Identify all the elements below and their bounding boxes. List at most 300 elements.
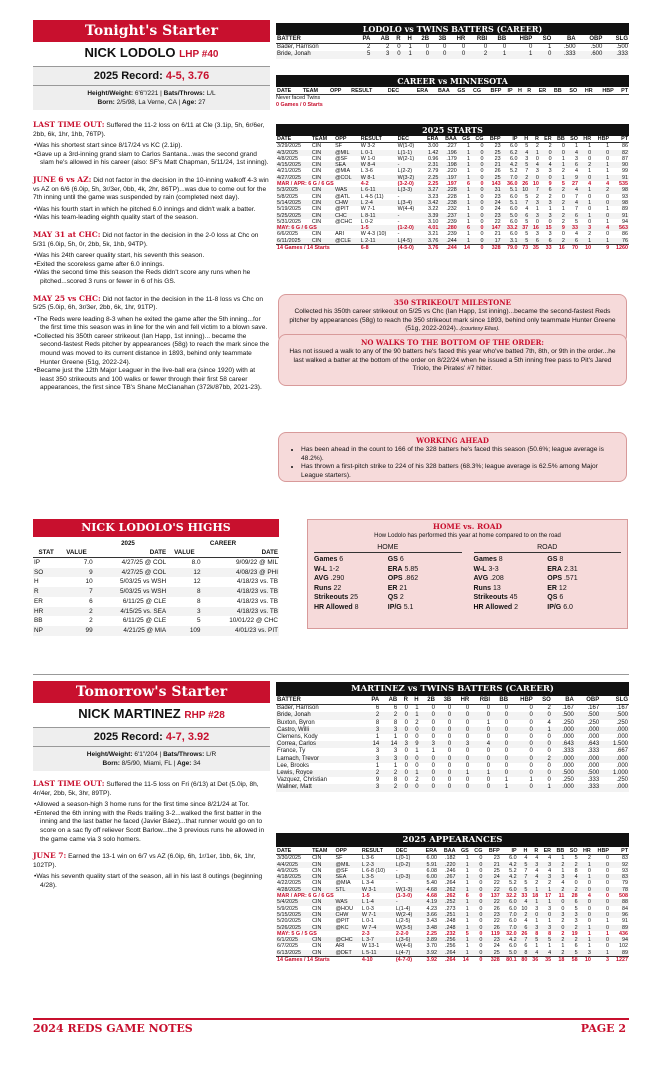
table-cell: 1	[561, 867, 565, 874]
table-cell: .228	[446, 193, 457, 200]
stat-label: GS	[387, 556, 398, 563]
table-cell: 0	[605, 867, 609, 874]
table-cell: 93	[622, 193, 628, 200]
table-cell: 89	[622, 206, 628, 213]
table-cell: 0	[447, 51, 466, 58]
column-header: DEC	[397, 136, 422, 143]
table-cell: CIN	[311, 200, 334, 206]
column-header: BA	[552, 697, 575, 705]
column-header: PA	[354, 36, 372, 44]
table-row	[276, 720, 629, 727]
table-cell: 1	[588, 168, 592, 175]
highs-row	[33, 558, 279, 568]
column-header: 3B	[436, 697, 452, 705]
table-cell: 1	[606, 218, 610, 225]
note-spacer	[33, 393, 270, 401]
table-cell: 2	[385, 44, 390, 51]
home-label: HOME	[314, 543, 462, 553]
stat-value: 13	[491, 584, 501, 592]
table-cell: 3.10	[427, 218, 439, 225]
table-cell: CIN	[312, 918, 322, 925]
table-cell: 1.500	[600, 741, 629, 748]
table-cell: 2	[466, 51, 488, 58]
table-cell: 4.68	[426, 893, 437, 900]
table-cell: 0	[504, 719, 509, 726]
home-road-row	[474, 584, 622, 594]
table-cell: .239	[446, 218, 457, 225]
table-cell: 3	[452, 741, 470, 748]
home-road-stat	[474, 574, 548, 584]
table-cell: 3.23	[427, 193, 439, 200]
table-cell: @MIL	[335, 862, 361, 868]
table-cell: 2	[565, 937, 578, 943]
table-cell: 0	[509, 770, 534, 777]
table-cell: 0	[431, 705, 435, 712]
table-cell: 88	[610, 899, 629, 905]
table-cell: 1	[470, 770, 491, 777]
table-cell: 1	[579, 874, 592, 880]
column-header: ER	[539, 848, 552, 855]
home-road-row	[314, 603, 462, 613]
table-cell: 4	[539, 950, 552, 957]
table-cell: 3	[579, 950, 592, 957]
stat-label: Runs	[314, 584, 332, 592]
table-cell: 8	[535, 930, 539, 937]
table-cell: 0.96	[427, 155, 439, 162]
table-cell: 2	[380, 784, 398, 791]
home-road-row	[314, 593, 462, 603]
table-cell: 2	[587, 855, 591, 862]
table-cell: W 8-4	[360, 162, 397, 168]
stat-value: 6	[397, 556, 404, 563]
table-cell: 5/9/2025	[277, 905, 298, 912]
table-cell: W(2-1)	[397, 155, 415, 162]
table-cell: 0	[398, 727, 409, 734]
table-cell: 3.22	[427, 206, 439, 213]
table-cell: 5	[561, 181, 565, 188]
highs-col-header: DATE	[94, 548, 168, 558]
table-cell: 10	[579, 957, 592, 964]
table-cell: 33	[521, 893, 528, 900]
column-header: R	[398, 697, 409, 705]
stat-label: IP/G	[387, 603, 402, 611]
column-header: TEAM	[302, 88, 329, 95]
highs-cell: 4/01/23 vs. PIT	[202, 626, 280, 636]
table-cell: 4	[529, 162, 540, 168]
note-bullet: • Was his shortest start since 8/17/24 vs KC (2.1ip).	[33, 142, 270, 151]
table-cell: 0	[588, 206, 592, 213]
column-header: BB	[552, 848, 565, 855]
season2-record	[33, 727, 270, 747]
column-header: IP	[501, 848, 518, 855]
home-road-stat	[388, 584, 462, 594]
bio2-hw-label: Height/Weight:	[86, 751, 133, 758]
table-cell: 15	[540, 225, 553, 231]
table-cell: 2	[535, 193, 539, 200]
table-cell: .280	[439, 225, 457, 231]
stat-label: Strikeouts	[473, 594, 508, 602]
highs-cell: R	[33, 587, 59, 597]
table-cell: (1-3-0)	[395, 893, 413, 900]
table-cell: L(0-3)	[395, 874, 420, 880]
column-header: SLG	[603, 36, 629, 44]
home-road-stat	[314, 555, 388, 565]
table-cell: (3-2-0)	[397, 181, 414, 188]
table-cell: .000	[552, 784, 575, 791]
table-cell: 25	[485, 175, 502, 181]
table-cell: 26	[483, 925, 500, 931]
table-cell: 1	[409, 712, 420, 719]
table-cell: 0	[574, 880, 578, 887]
table-cell: 0	[606, 231, 610, 238]
table-cell: CIN	[312, 880, 322, 887]
table-cell: 1	[535, 943, 539, 950]
table-cell: 6	[565, 899, 578, 905]
bio-age-label: Age:	[181, 99, 197, 106]
table-cell: 3.00	[427, 143, 439, 150]
table-cell: Bride, Jonah	[276, 51, 354, 58]
table-cell: 5	[518, 887, 529, 893]
table-cell: 8	[393, 777, 398, 784]
stat-label: AVG	[473, 575, 489, 583]
table-cell: 2	[535, 880, 539, 887]
table-cell: 6.0	[509, 155, 518, 162]
stat-value: 22	[331, 584, 342, 592]
table-cell: 0	[486, 762, 491, 769]
table-cell: 3.76	[421, 238, 439, 245]
table-cell: 4	[566, 150, 579, 156]
table-cell: 0	[470, 925, 484, 931]
career-vs-min-wrap	[276, 88, 629, 108]
table-cell: L(3-3)	[397, 187, 422, 193]
table-cell: 8	[375, 719, 380, 726]
table-cell: Bader, Harrison	[277, 705, 319, 712]
footer-right: PAGE 2	[580, 1022, 626, 1035]
table-cell: 4.19	[420, 899, 438, 905]
table-cell: 1	[579, 187, 592, 193]
note-bullet: • Collected his 350th career strikeout (Ian Happ, 1st inning)... became the second-fastest Reds pitcher by appearances (58g) to reach the mark since the mound was moved to its current distance in 1893, behind only teammate Hunter Greene (51g, 2022-24).	[33, 333, 270, 367]
table-cell: 5.2	[509, 867, 517, 874]
table-row	[276, 748, 629, 755]
table-cell: 1	[466, 206, 470, 213]
table-cell: 0	[509, 727, 534, 734]
table-cell: 0	[592, 862, 610, 868]
table-cell: 0	[579, 887, 592, 893]
table-cell: 5/26/2025	[276, 925, 311, 931]
table-cell: 0	[431, 777, 435, 784]
table-cell: 0	[533, 51, 552, 58]
table-cell: L(0-2)	[395, 862, 420, 868]
table-cell: 4	[574, 168, 578, 175]
table-cell: 1	[606, 168, 610, 175]
bio-bt-label: Bats/Throws:	[163, 90, 205, 97]
table-cell: 21	[494, 231, 501, 238]
home-road-stat	[547, 603, 621, 613]
table-cell: 0	[587, 905, 591, 912]
table-cell: 0	[509, 712, 534, 719]
highs-row	[33, 568, 279, 578]
table-cell: 0	[465, 719, 470, 726]
note-bullets	[33, 206, 270, 223]
table-cell: 4	[535, 855, 539, 862]
table-cell: 0	[436, 784, 452, 791]
table-cell: 3.89	[420, 937, 438, 943]
table-cell: 83	[610, 874, 629, 880]
table-cell: .500	[575, 712, 600, 719]
table-cell: 4/15/2025	[276, 162, 311, 168]
table-cell: 4/9/2025	[277, 867, 298, 874]
column-header: CG	[470, 848, 484, 855]
table-cell: 25	[493, 867, 500, 874]
table-cell: 3.39	[421, 213, 439, 219]
column-header: H	[409, 697, 420, 705]
table-cell: CIN	[311, 937, 334, 943]
table-cell: .248	[438, 925, 457, 931]
table-cell: 1	[561, 943, 565, 950]
table-cell: -	[397, 231, 400, 238]
table-cell: 4/27/2025	[276, 175, 311, 181]
home-road-row	[474, 574, 622, 584]
table-cell: 2	[518, 175, 529, 181]
table-row	[276, 727, 629, 734]
table-cell: 2	[548, 143, 552, 150]
table-cell: .600	[577, 51, 604, 58]
column-header: BATTER	[276, 697, 364, 705]
table-cell: France, Ty	[277, 748, 306, 755]
bio-hw-label: Height/Weight:	[87, 90, 134, 97]
table-cell: 1	[393, 762, 398, 769]
table-cell: 2	[415, 719, 419, 726]
highs-cell: SO	[33, 568, 59, 578]
table-cell: .000	[575, 727, 600, 734]
table-cell: 0	[486, 734, 491, 741]
table-cell: 1227	[610, 957, 629, 964]
column-header: PA	[364, 697, 381, 705]
table-cell: 2	[565, 887, 578, 893]
table-cell: 5/8/2025	[277, 193, 298, 200]
table-cell: 6	[566, 162, 579, 168]
table-cell: .333	[587, 777, 600, 784]
table-cell: W(4-6)	[395, 943, 413, 950]
column-header: R	[390, 36, 401, 44]
tomorrows-starter-header: Tomorrow's Starter	[33, 681, 270, 703]
table-cell: @CHC	[335, 218, 353, 225]
note-heading: JUNE 7:	[33, 851, 67, 861]
note-paragraph	[33, 780, 270, 798]
table-cell: 92	[610, 862, 629, 868]
table-cell: 0	[480, 231, 484, 238]
table-cell: .167	[562, 705, 574, 712]
table-cell: 0	[480, 168, 484, 175]
table-cell: 0	[502, 44, 507, 51]
table-cell: 0	[491, 756, 509, 763]
home-road-stat	[474, 584, 548, 594]
table-cell: Lewis, Royce	[276, 770, 364, 777]
table-cell: .167	[587, 705, 600, 712]
table-cell: CIN	[312, 867, 322, 874]
highs-cell: IP	[34, 559, 41, 566]
table-cell: 1	[466, 218, 470, 225]
home-road-row	[314, 565, 462, 575]
table-cell: 1	[458, 150, 471, 156]
table-cell: 19	[571, 930, 578, 937]
table-cell: 0	[447, 734, 452, 741]
min-total: 0 Games / 0 Starts	[276, 101, 323, 108]
footer-divider	[33, 1018, 629, 1020]
table-cell: 3	[525, 155, 529, 162]
column-header: HR	[579, 136, 592, 143]
table-cell: Buxton, Byron	[277, 719, 315, 726]
table-cell: 16	[553, 245, 566, 252]
note-text: Suffered the 11-5 loss on Fri (6/13) at Det (5.0ip, 8h, 4r/4er, 2bb, 5k, 3hr, 89TP).	[33, 781, 259, 797]
pitcher2-position: RHP #28	[184, 710, 225, 721]
table-cell: .244	[439, 238, 457, 245]
table-cell: 7	[524, 867, 528, 874]
table-cell: 0	[470, 727, 491, 734]
table-cell: WAS	[334, 187, 360, 193]
table-cell: 1	[457, 899, 470, 905]
table-cell: CIN	[311, 887, 334, 893]
table-cell: 1	[587, 930, 591, 937]
column-header: HR	[452, 697, 470, 705]
table-cell: .167	[616, 705, 628, 712]
table-cell: 328	[485, 245, 502, 252]
note-bullets	[33, 142, 270, 168]
table-cell: 4.23	[426, 905, 437, 912]
table-cell: 6	[529, 238, 540, 245]
table-cell: 1	[553, 175, 566, 181]
table-cell: 7.0	[501, 912, 518, 918]
note-heading: MAY 25 vs CHC:	[33, 293, 101, 303]
table-cell: 1	[402, 51, 413, 58]
table-cell: 32.0	[506, 930, 517, 937]
table-cell: L 3-4	[361, 880, 374, 887]
table-cell: 14 Games / 14 Starts	[276, 245, 360, 252]
table-cell: 2	[561, 918, 565, 925]
table-cell: 1	[548, 943, 552, 950]
table-cell: @PIT	[335, 206, 349, 213]
table-cell: 1	[465, 855, 469, 862]
table-cell: L 2-4	[360, 200, 397, 206]
table-cell: 0	[540, 175, 553, 181]
table-cell: 0	[592, 887, 610, 893]
home-road-stat	[547, 555, 621, 565]
table-cell: 0	[409, 784, 420, 791]
table-cell: 0	[436, 756, 452, 763]
table-cell: 3	[364, 727, 381, 734]
table-cell: 26	[521, 930, 528, 937]
note-text: Did not factor in the decision in the 2-0 loss at Chc on 5/31 (6.0ip, 5h, 0r, 2bb, 5k, 1hb, 94TP).	[33, 231, 259, 248]
table-cell: .000	[600, 727, 629, 734]
table-cell: 3.92	[420, 950, 438, 957]
table-cell: 0	[509, 784, 534, 791]
stat-label: Games	[473, 556, 497, 563]
note-text: Earned the 13-1 win on 6/7 vs AZ (6.0ip, 6h, 1r/1er, 1bb, 6k, 1hr, 102TP).	[33, 853, 256, 869]
table-cell: 0	[436, 770, 452, 777]
stat-value: 5.85	[402, 565, 419, 573]
bio2-bt-value: L/R	[204, 751, 217, 758]
table-cell: 4	[587, 893, 591, 900]
table-cell: .000	[552, 756, 575, 763]
home-road-stat	[388, 555, 462, 565]
table-row	[276, 777, 629, 784]
highs-row	[33, 597, 279, 607]
table-cell: @DET	[335, 950, 361, 957]
table-cell: 4	[518, 150, 529, 156]
home-road-sub: How Lodolo has performed this year at home compared to on the road	[374, 533, 561, 539]
highs-cell: NP	[33, 626, 59, 636]
table-cell: 0	[540, 150, 553, 156]
table-cell: 1260	[610, 245, 629, 252]
table-cell: 0	[529, 719, 533, 726]
table-cell: 5.0	[502, 213, 519, 219]
table-cell: 1	[587, 943, 591, 950]
table-cell: CIN	[312, 855, 322, 862]
table-cell: 0	[479, 893, 483, 900]
table-cell: 1	[539, 899, 552, 905]
table-cell: 0	[504, 734, 509, 741]
table-cell: 0	[529, 748, 533, 755]
highs-row	[33, 587, 279, 597]
table-cell: 3	[375, 748, 380, 755]
table-cell: 22	[483, 899, 500, 905]
table-cell: CIN	[311, 231, 322, 238]
stat-value: 6	[557, 594, 564, 602]
table-cell: 0	[480, 218, 484, 225]
table-cell: 0	[547, 748, 551, 755]
table-cell: 3	[592, 957, 610, 964]
table-cell: 1	[528, 887, 539, 893]
table-cell: .256	[445, 943, 456, 950]
table-cell: .643	[552, 741, 575, 748]
table-cell: 7.0	[502, 175, 519, 181]
table-cell: 0	[471, 187, 485, 193]
table-cell: CHW	[334, 200, 360, 206]
column-header: GS	[457, 848, 470, 855]
table-cell: 0	[592, 912, 610, 918]
column-header: CG	[466, 88, 482, 95]
column-header: HBP	[592, 136, 610, 143]
table-cell: 5	[518, 162, 529, 168]
table-cell: 6	[465, 893, 469, 900]
table-cell: 3	[579, 225, 592, 231]
table-cell: 3.92	[420, 957, 438, 964]
home-road-stat	[474, 593, 548, 603]
note-bullets	[33, 316, 270, 393]
table-cell: 5.2	[509, 880, 517, 887]
table-cell: 0	[605, 880, 609, 887]
table-cell: 1	[466, 155, 470, 162]
table-cell: 23	[494, 193, 501, 200]
home-road-stat	[547, 565, 621, 575]
table-cell: 0	[534, 770, 552, 777]
table-cell: .196	[439, 150, 457, 156]
table-cell: 3	[552, 912, 565, 918]
table-cell: 0	[404, 705, 408, 712]
table-cell: 3	[552, 874, 565, 880]
table-cell: 0	[447, 719, 452, 726]
table-cell: 0	[504, 705, 509, 712]
table-cell: 8	[518, 950, 529, 957]
table-cell: 2.25	[421, 175, 439, 181]
highs-cell: 9/09/22 @ MIL	[235, 559, 278, 566]
table-cell: 1	[466, 143, 470, 150]
table-cell: .000	[616, 762, 628, 769]
table-cell: CIN	[311, 874, 334, 880]
table-cell: .232	[445, 930, 456, 937]
column-header: TEAM	[311, 136, 334, 143]
table-cell: 7	[518, 200, 529, 206]
